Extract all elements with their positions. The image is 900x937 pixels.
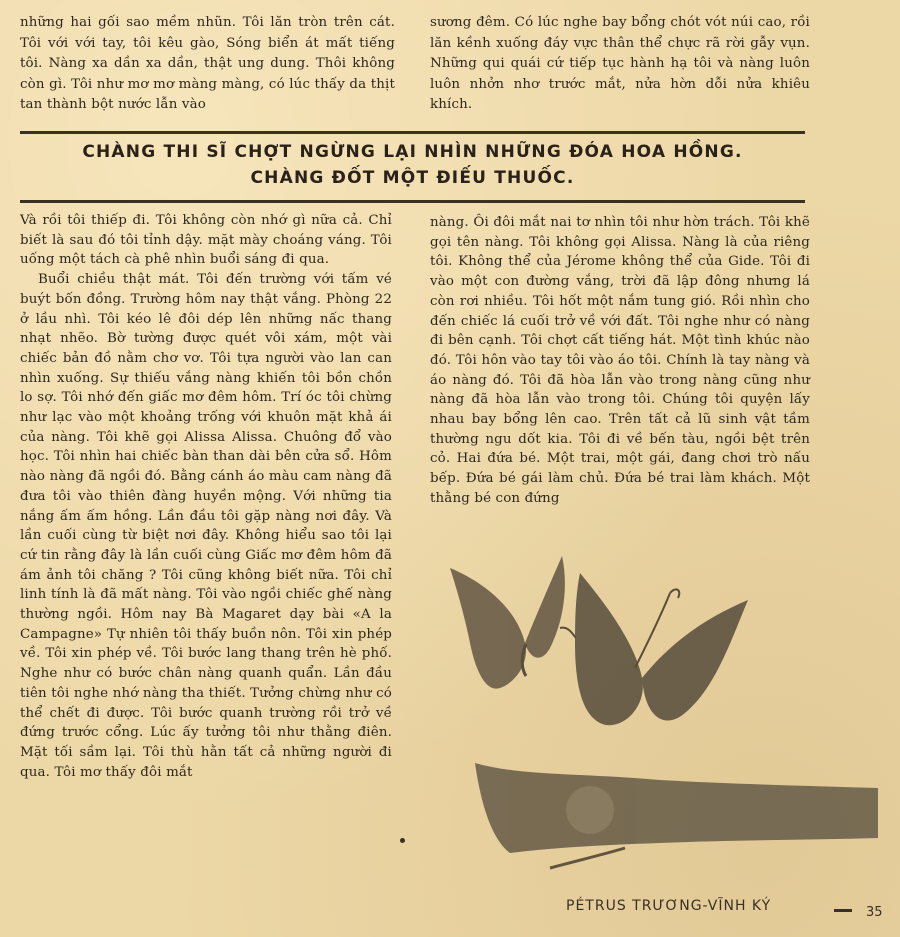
right-butterfly bbox=[575, 573, 748, 725]
flower-branch bbox=[475, 763, 878, 868]
body-left-paragraph-1: Và rồi tôi thiếp đi. Tôi không còn nhớ gì nữa cả. Chỉ biết là sau đó tôi tỉnh dậy. mặt mày choáng váng. Tôi uống một tách cà phê nhìn buổi sáng đi qua. bbox=[20, 213, 392, 268]
body-left-column bbox=[20, 211, 392, 782]
headline-top-rule bbox=[20, 131, 805, 134]
top-right-paragraph: sương đêm. Có lúc nghe bay bổng chót vót núi cao, rồi lăn kềnh xuống đáy vực thân thể chực rã rời gẫy vụn. Những qui quái cứ tiếp tục hành hạ tôi và nàng luôn luôn nhởn nhơ trước mắt, nửa hờn dỗi nửa khiêu khích. bbox=[430, 15, 810, 113]
page-number: 35 bbox=[866, 905, 883, 920]
left-butterfly bbox=[450, 556, 576, 689]
body-right-column bbox=[430, 213, 810, 509]
signature-dash bbox=[834, 909, 852, 912]
body-right-paragraph-1: nàng. Ôi đôi mắt nai tơ nhìn tôi như hờn trách. Tôi khẽ gọi tên nàng. Tôi không gọi Alissa. Nàng là của riêng tôi. Không thể của Jérome không thể của Gide. Tôi đi vào một con đường vắng, trời đã lập đông nhưng lá còn rơi nhiều. Tôi hốt một nắm tung gió. Rồi nhìn cho đến chiếc lá cuối trở về với đất. Tôi nghe như có nàng đi bên cạnh. Tôi chợt cất tiếng hát. Một tình khúc nào đó. Tôi hôn vào tay tôi vào áo tôi. Chính là tay nàng và áo nàng đó. Tôi đã hòa lẫn vào trong nàng cũng như nàng đã hòa lẫn vào trong tôi. Chúng tôi quyện lấy nhau bay bổng lên cao. Trên tất cả lũ sinh vật tầm thường ngu dốt kia. Tôi đi về bến tàu, ngồi bệt trên cỏ. Hai đứa bé. Một trai, một gái, đang chơi trò nấu bếp. Đứa bé gái làm chủ. Đứa bé trai làm khách. Một thằng bé con đứng bbox=[430, 215, 810, 506]
top-left-paragraph: những hai gối sao mềm nhũn. Tôi lăn tròn trên cát. Tôi với với tay, tôi kêu gào, Sóng biển át mất tiếng tôi. Nàng xa dần xa dần, thật ung dung. Thôi không còn gì. Tôi như mơ mơ màng màng, có lúc thấy da thịt tan thành bột nước lẫn vào bbox=[20, 15, 395, 113]
top-left-column bbox=[20, 13, 395, 116]
body-left-paragraph-2: Buổi chiều thật mát. Tôi đến trường với tấm vé buýt bốn đồng. Trường hôm nay thật vắng. Phòng 22 ở lầu nhì. Tôi kéo lê đôi dép lên những nấc thang nhạt nhẽo. Bờ tường được quét vôi xám, một vài chiếc bản đồ nằm chơ vơ. Tôi tựa người vào lan can nhìn xuống. Sự thiếu vắng nàng khiến tôi bồn chồn lo sợ. Tôi nhớ đến giấc mơ đêm hôm. Trí óc tôi chừng như lạc vào một khoảng trống với khuôn mặt khả ái của nàng. Tôi khẽ gọi Alissa Alissa. Chuông đổ vào học. Tôi nhìn hai chiếc bàn than dài bên cửa sổ. Hôm nào nàng đã ngồi đó. Bằng cánh áo màu cam nàng đã đưa tôi vào thiên đàng huyền mộng. Với những tia nắng ấm ấm hồng. Lần đầu tôi gặp nàng nơi đây. Và lần cuối cùng từ biệt nơi đây. Không hiểu sao tôi lại cứ tin rằng đây là lần cuối cùng Giấc mơ đêm hôm đã ám ảnh tôi chăng ? Tôi cũng không biết nữa. Tôi chỉ linh tính là đã mất nàng. Tôi vào ngồi chiếc ghế nàng thường ngồi. Hôm nay Bà Magaret dạy bài «A la Campagne» Tự nhiên tôi thấy buồn nôn. Tôi xin phép về. Tôi xin phép về. Tôi bước lang thang trên hè phố. Nghe như có bước chân nàng quanh quẩn. Lần đầu tiên tôi nghe nhớ nàng tha thiết. Tưởng chừng như có thể chết đi được. Tôi bước quanh trường rồi trở về đứng trước cổng. Lúc ấy tưởng tôi như thằng điên. Mặt tối sầm lại. Tôi thù hằn tất cả những người đi qua. Tôi mơ thấy đôi mắt bbox=[20, 272, 392, 780]
ink-dot bbox=[400, 838, 405, 843]
butterflies-illustration bbox=[430, 548, 890, 878]
section-headline bbox=[20, 139, 805, 191]
author-signature: PÉTRUS TRƯƠNG-VĨNH KÝ bbox=[566, 898, 772, 914]
top-right-column bbox=[430, 13, 810, 116]
headline-bottom-rule bbox=[20, 200, 805, 203]
headline-line-2: CHÀNG ĐỐT MỘT ĐIẾU THUỐC. bbox=[250, 168, 575, 188]
headline-line-1: CHÀNG THI SĨ CHỢT NGỪNG LẠI NHÌN NHỮNG ĐÓA HOA HỒNG. bbox=[82, 142, 743, 162]
